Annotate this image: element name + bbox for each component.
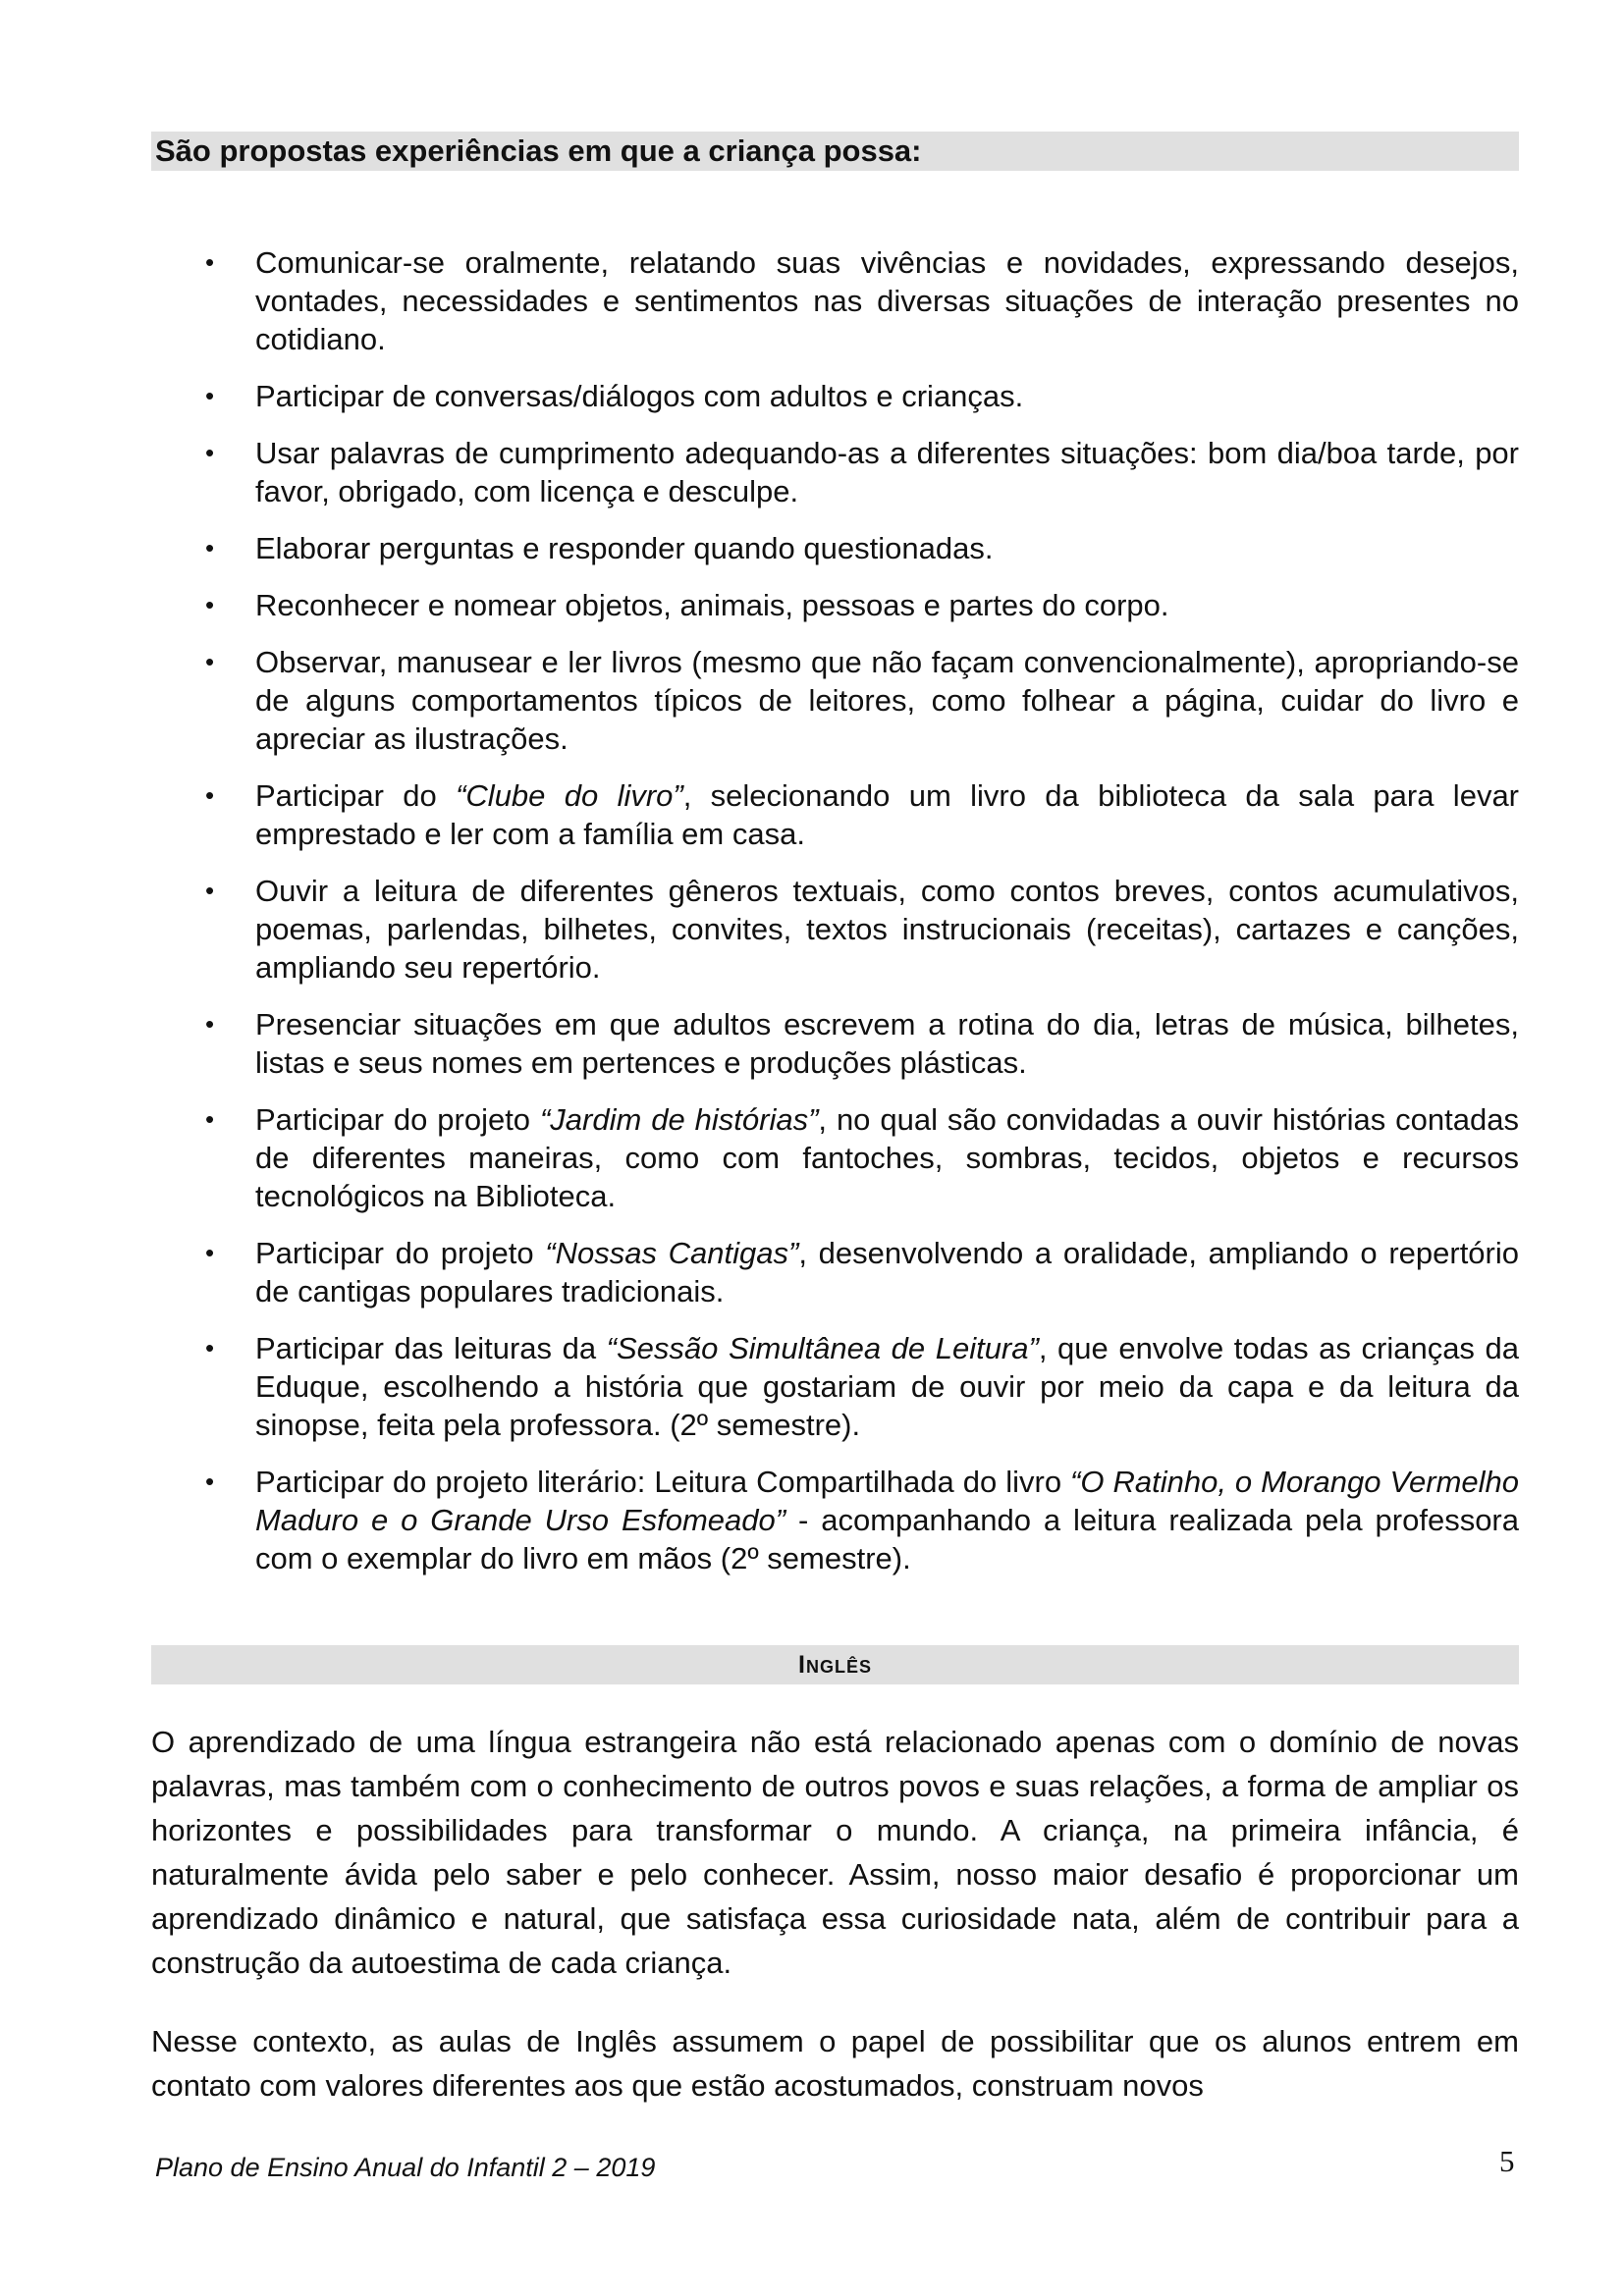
list-item bbox=[151, 776, 1519, 853]
item-text: Comunicar-se oralmente, relatando suas vivências e novidades, expressando desejos, vontades, necessidades e sentimentos nas diversas situações de interação presentes no cotidiano. bbox=[255, 245, 1519, 356]
item-text: Observar, manusear e ler livros (mesmo que não façam convencionalmente), apropriando-se de alguns comportamentos típicos de leitores, como folhear a página, cuidar do livro e apreciar as ilustrações. bbox=[255, 645, 1519, 756]
item-italic-title: “Jardim de histórias” bbox=[539, 1102, 819, 1137]
item-text: , no qual são convidadas a ouvir histórias contadas de diferentes maneiras, como com fantoches, sombras, tecidos, objetos e recursos tecnológicos na Biblioteca. bbox=[255, 1102, 1519, 1213]
list-item bbox=[151, 1100, 1519, 1215]
list-item bbox=[151, 872, 1519, 987]
item-text: - acompanhando a leitura realizada pela professora com o exemplar do livro em mãos (2º semestre). bbox=[255, 1503, 1519, 1575]
list-item bbox=[151, 377, 1519, 415]
item-text: Elaborar perguntas e responder quando questionadas. bbox=[255, 531, 994, 565]
section-heading-ingles: Inglês bbox=[151, 1645, 1519, 1684]
list-item bbox=[151, 1329, 1519, 1444]
item-text: , que envolve todas as crianças da Eduque, escolhendo a história que gostariam de ouvir por meio da capa e da leitura da sinopse, feita pela professora. (2º semestre). bbox=[255, 1331, 1519, 1442]
body-paragraph: Nesse contexto, as aulas de Inglês assumem o papel de possibilitar que os alunos entrem em contato com valores diferentes aos que estão acostumados, construam novos bbox=[151, 2024, 1519, 2103]
item-text: Participar do projeto literário: Leitura Compartilhada do livro bbox=[255, 1465, 1071, 1499]
intro-heading: São propostas experiências em que a criança possa: bbox=[151, 132, 1519, 171]
item-text: Participar das leituras da bbox=[255, 1331, 607, 1365]
item-text: Participar do projeto bbox=[255, 1102, 540, 1137]
footer-title: Plano de Ensino Anual do Infantil 2 – 2019 bbox=[155, 2153, 656, 2182]
list-item bbox=[151, 586, 1519, 624]
list-item bbox=[151, 434, 1519, 510]
list-item bbox=[151, 1463, 1519, 1577]
item-text: , selecionando um livro da biblioteca da sala para levar emprestado e ler com a família em casa. bbox=[255, 778, 1520, 851]
item-italic-title: “Clube do livro” bbox=[456, 778, 683, 813]
item-text: Participar do bbox=[255, 778, 457, 813]
item-text: Presenciar situações em que adultos escrevem a rotina do dia, letras de música, bilhetes, listas e seus nomes em pertences e produções plásticas. bbox=[255, 1007, 1519, 1080]
item-text: , desenvolvendo a oralidade, ampliando o repertório de cantigas populares tradicionais. bbox=[255, 1236, 1519, 1308]
experiences-list bbox=[151, 243, 1519, 1596]
item-text: Participar do projeto bbox=[255, 1236, 546, 1270]
item-italic-title: “Sessão Simultânea de Leitura” bbox=[606, 1331, 1039, 1365]
item-text: Participar de conversas/diálogos com adultos e crianças. bbox=[255, 379, 1024, 413]
body-paragraph: O aprendizado de uma língua estrangeira não está relacionado apenas com o domínio de novas palavras, mas também com o conhecimento de outros povos e suas relações, a forma de ampliar os horizontes e possibilidades para transformar o mundo. A criança, na primeira infância, é naturalmente ávida pelo saber e pelo conhecer. Assim, nosso maior desafio é proporcionar um aprendizado dinâmico e natural, que satisfaça essa curiosidade nata, além de contribuir para a construção da autoestima de cada criança. bbox=[151, 1725, 1519, 1980]
item-text: Usar palavras de cumprimento adequando-as a diferentes situações: bom dia/boa tarde, por favor, obrigado, com licença e desculpe. bbox=[255, 436, 1519, 508]
item-text: Ouvir a leitura de diferentes gêneros textuais, como contos breves, contos acumulativos, poemas, parlendas, bilhetes, convites, textos instrucionais (receitas), cartazes e canções, ampliando seu repertório. bbox=[255, 874, 1519, 985]
item-italic-title: “Nossas Cantigas” bbox=[545, 1236, 799, 1270]
list-item bbox=[151, 1005, 1519, 1082]
list-item bbox=[151, 1234, 1519, 1310]
page-number: 5 bbox=[1499, 2144, 1515, 2178]
item-italic-title: “O Ratinho, o Morango Vermelho Maduro e o Grande Urso Esfomeado” bbox=[255, 1465, 1519, 1537]
list-item bbox=[151, 643, 1519, 758]
list-item bbox=[151, 529, 1519, 567]
item-text: Reconhecer e nomear objetos, animais, pessoas e partes do corpo. bbox=[255, 588, 1169, 622]
list-item bbox=[151, 243, 1519, 358]
